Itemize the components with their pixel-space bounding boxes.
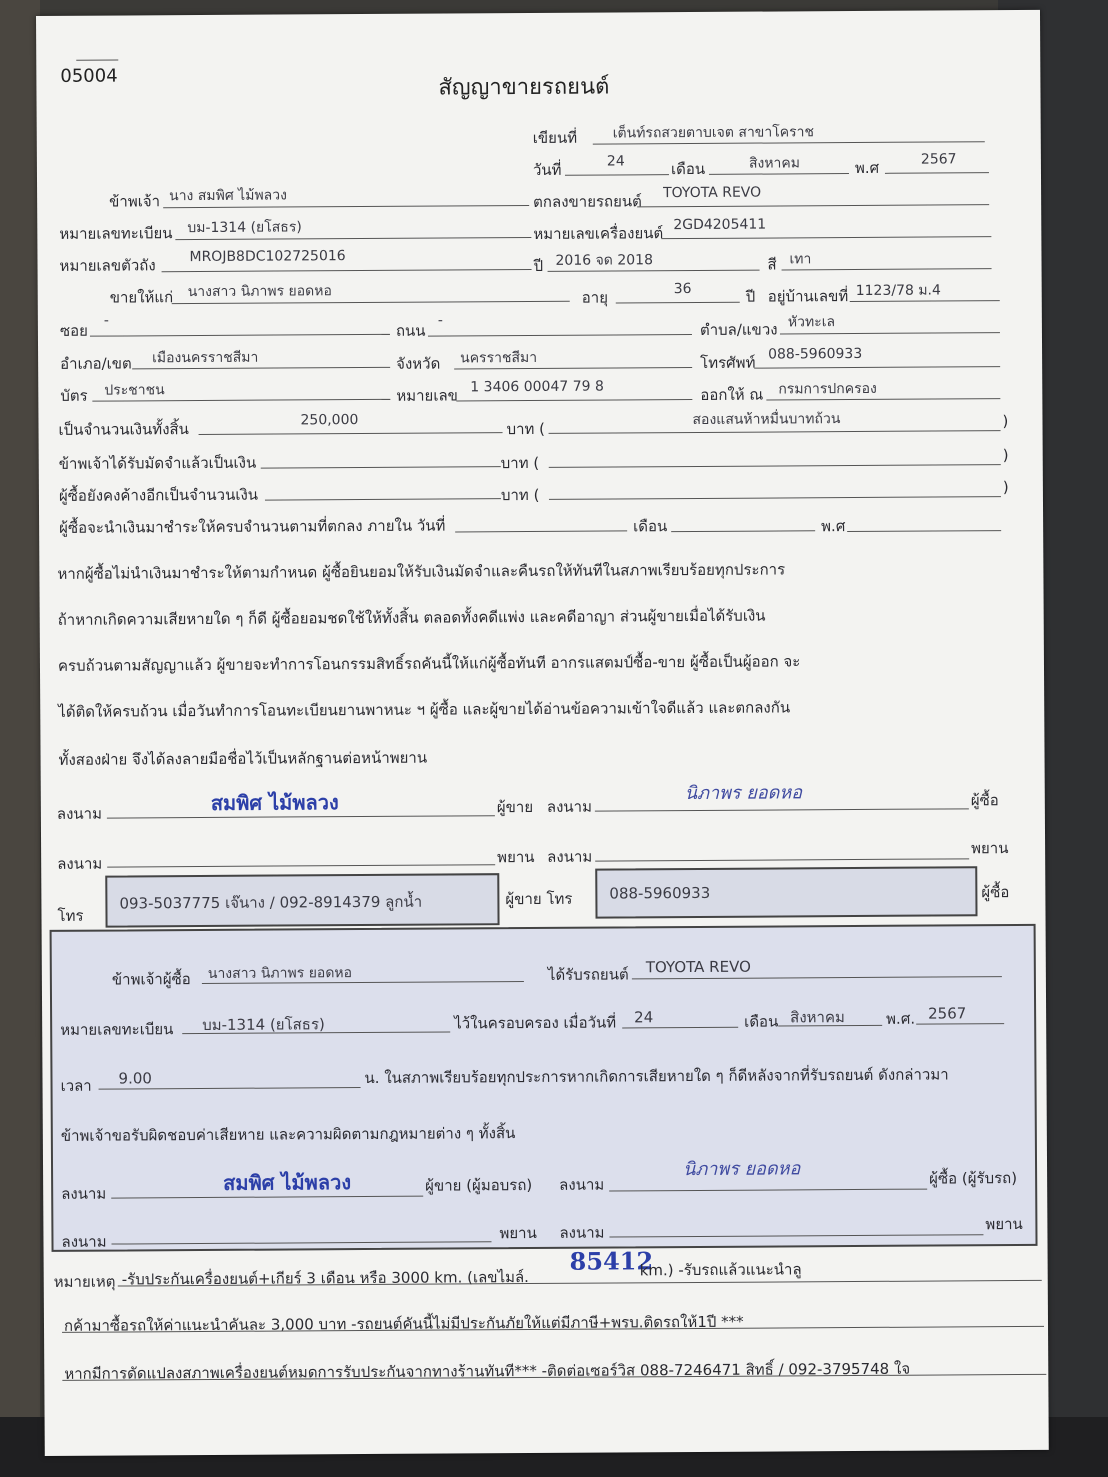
seller-sign-label: ลงนาม <box>56 804 103 823</box>
witness1-role: พยาน <box>497 847 535 867</box>
plate-label: หมายเลขทะเบียน <box>59 224 173 243</box>
date-year-line <box>885 172 989 174</box>
receipt-possess-label: ไว้ในครอบครอง เมื่อวันที่ <box>454 1013 617 1033</box>
receipt-received-label: ได้รับรถยนต์ <box>547 965 629 984</box>
witness1-sign-label: ลงนาม <box>57 854 103 873</box>
soi-line <box>90 334 390 337</box>
document-number: 05004 <box>60 65 118 87</box>
age-value: 36 <box>673 281 692 298</box>
engine-value: 2GD4205411 <box>673 216 767 234</box>
card-value: ประชาชน <box>104 382 165 399</box>
age-unit: ปี <box>745 287 756 306</box>
terms-line-5: ทั้งสองฝ่าย จึงได้ลงลายมือชื่อไว้เป็นหลักฐานต่อหน้าพยาน <box>58 748 428 769</box>
province-value: นครราชสีมา <box>460 349 538 367</box>
total-close: ) <box>1002 412 1009 431</box>
due-label: ผู้ซื้อจะนำเงินมาชำระให้ครบจำนวนตามที่ตกลง ภายใน วันที่ <box>59 516 446 537</box>
receipt-seller-role: ผู้ขาย (ผู้มอบรถ) <box>425 1175 533 1195</box>
receipt-day-line <box>622 1027 738 1029</box>
id-value: 1 3406 00047 79 8 <box>470 378 604 396</box>
written-at-value: เต็นท์รถสวยตาบเจต สาขาโคราช <box>612 124 815 142</box>
remarks-line-1: -รับประกันเครื่องยนต์+เกียร์ 3 เดือน หรือ 3000 km. (เลขไมล์. <box>121 1268 529 1289</box>
witness2-role: พยาน <box>971 839 1009 858</box>
province-line <box>454 367 692 369</box>
total-label: เป็นจำนวนเงินทั้งสิ้น <box>58 420 189 439</box>
sell-to-label: ขายให้แก่ <box>109 288 174 307</box>
car-model: TOYOTA REVO <box>663 184 762 202</box>
receipt-buyer-sign-line <box>609 1189 927 1192</box>
road-value: - <box>437 312 443 329</box>
date-month-line <box>709 173 849 175</box>
buyer-phone-box <box>595 866 977 918</box>
month-label: เดือน <box>670 159 706 179</box>
district-label: อำเภอ/เขต <box>60 354 132 373</box>
witness1-sign-line <box>107 864 495 867</box>
remain-baht: บาท ( <box>500 485 540 505</box>
receipt-car: TOYOTA REVO <box>645 957 751 977</box>
receipt-year-label: พ.ศ. <box>886 1009 916 1028</box>
road-label: ถนน <box>395 321 426 340</box>
receipt-witness2-sign-label: ลงนาม <box>559 1223 605 1242</box>
car-model-line <box>637 204 989 207</box>
color-label: สี <box>767 255 777 274</box>
remain-line <box>265 498 501 500</box>
receipt-year-line <box>916 1023 1004 1025</box>
color-line <box>782 268 992 270</box>
receipt-month: สิงหาคม <box>790 1008 845 1027</box>
total-text-line <box>549 430 1001 434</box>
district-value: เมืองนครราชสีมา <box>152 349 259 367</box>
seller-phone-value: 093-5037775 เจ๊นาง / 092-8914379 ลูกน้ำ <box>119 892 423 913</box>
model-year-value: 2016 จด 2018 <box>555 252 654 269</box>
receipt-time: 9.00 <box>118 1069 152 1088</box>
due-month-label: เดือน <box>633 517 668 536</box>
id-line <box>456 399 692 401</box>
date-day: 24 <box>606 153 625 170</box>
total-text: สองแสนห้าหมื่นบาทถ้วน <box>692 411 841 428</box>
receipt-time-label: เวลา <box>60 1076 92 1095</box>
receipt-time-line <box>99 1087 361 1090</box>
receipt-seller-sign-label: ลงนาม <box>61 1184 107 1203</box>
buyer-sign-line <box>595 808 969 811</box>
year-label: พ.ศ <box>854 158 880 178</box>
subdistrict-label: ตำบล/แขวง <box>699 320 778 339</box>
terms-line-2: ถ้าหากเกิดความเสียหายใด ๆ ก็ดี ผู้ซื้อยอมชดใช้ให้ทั้งสิ้น ตลอดทั้งคดีแพ่ง และคดีอาญา ส่วนผู้ขายเมื่อได้รับเงิน <box>57 606 766 629</box>
engine-label: หมายเลขเครื่องยนต์ <box>533 224 664 243</box>
card-label: บัตร <box>60 386 88 405</box>
buyer-role: ผู้ซื้อ <box>970 791 999 810</box>
date-month: สิงหาคม <box>748 155 801 172</box>
issued-label: ออกให้ ณ <box>700 385 764 404</box>
seller-label: ข้าพเจ้า <box>109 192 161 211</box>
background-left <box>0 0 40 1477</box>
due-day-line <box>455 530 627 532</box>
due-year-line <box>847 530 1001 532</box>
engine-line <box>661 236 991 239</box>
remarks-line-3: หากมีการดัดแปลงสภาพเครื่องยนต์หมดการรับประกันจากทางร้านทันที*** -ติดต่อเซอร์วิส 088-7246471 สิทธิ์ / 092-3795748 ใจ <box>64 1359 911 1383</box>
total-line <box>199 432 503 435</box>
address-label: อยู่บ้านเลขที่ <box>767 287 849 306</box>
receipt-section <box>50 924 1038 1252</box>
issued-value: กรมการปกครอง <box>778 380 877 398</box>
remain-close: ) <box>1002 478 1009 497</box>
plate-value: บม-1314 (ยโสธร) <box>187 219 302 237</box>
receipt-witness1-line <box>112 1241 492 1244</box>
seller-phone-role: ผู้ขาย โทร <box>505 889 573 909</box>
deposit-label: ข้าพเจ้าได้รับมัดจำแล้วเป็นเงิน <box>58 453 257 473</box>
buyer-phone-line <box>754 366 1000 369</box>
remarks-line-1-end: km.) -รับรถแล้วแนะนำลู <box>639 1260 802 1280</box>
receipt-time-text: น. ในสภาพเรียบร้อยทุกประการหากเกิดการเสียหายใด ๆ ก็ดีหลังจากที่รับรถยนต์ ดังกล่าวมา <box>364 1065 949 1088</box>
deposit-line <box>261 466 501 468</box>
chassis-label: หมายเลขตัวถัง <box>59 256 156 275</box>
district-line <box>132 367 390 370</box>
province-label: จังหวัด <box>396 354 441 373</box>
witness2-sign-label: ลงนาม <box>547 847 593 866</box>
receipt-buyer-role: ผู้ซื้อ (ผู้รับรถ) <box>929 1169 1018 1188</box>
address-value: 1123/78 ม.4 <box>855 282 941 299</box>
color-value: เทา <box>789 251 812 268</box>
buyer-phone-role: ผู้ซื้อ <box>981 883 1010 902</box>
seller-name: นาง สมพิศ ไม้พลวง <box>169 187 287 205</box>
chassis-line <box>162 269 532 272</box>
seller-phone-box <box>105 873 499 927</box>
total-value: 250,000 <box>300 412 359 429</box>
remain-text-line <box>549 496 1001 500</box>
receipt-car-line <box>632 976 1002 979</box>
deposit-text-line <box>549 464 1001 468</box>
age-line <box>616 302 740 304</box>
model-year-line <box>548 270 760 272</box>
receipt-buyer-name: นางสาว นิภาพร ยอดหอ <box>207 965 353 982</box>
soi-value: - <box>103 312 109 329</box>
terms-line-1: หากผู้ซื้อไม่นำเงินมาชำระให้ตามกำหนด ผู้ซื้อยินยอมให้รับเงินมัดจำและคืนรถให้ทันทีในสภาพเรียบร้อยทุกประการ <box>57 560 786 583</box>
receipt-plate: บม-1314 (ยโสธร) <box>202 1015 325 1035</box>
deposit-close: ) <box>1002 446 1009 465</box>
address-line <box>850 300 1000 302</box>
agree-label: ตกลงขายรถยนต์ <box>533 192 642 211</box>
phone-label: โทรศัพท์ <box>700 353 756 372</box>
subdistrict-value: หัวทะเล <box>787 314 836 331</box>
age-label: อายุ <box>581 288 609 307</box>
date-label: วันที่ <box>532 160 562 179</box>
receipt-witness1-sign-label: ลงนาม <box>61 1232 107 1251</box>
receipt-witness2-role: พยาน <box>985 1214 1023 1234</box>
remarks-label: หมายเหตุ <box>53 1272 116 1291</box>
buyer-sign-label: ลงนาม <box>546 797 592 816</box>
receipt-day: 24 <box>634 1008 654 1027</box>
subdistrict-line <box>780 332 1000 334</box>
id-label: หมายเลข <box>396 386 458 405</box>
road-line <box>428 334 692 337</box>
remain-label: ผู้ซื้อยังคงค้างอีกเป็นจำนวนเงิน <box>58 485 259 505</box>
receipt-plate-label: หมายเลขทะเบียน <box>60 1020 174 1039</box>
receipt-month-label: เดือน <box>744 1012 779 1031</box>
document-title: สัญญาขายรถยนต์ <box>438 74 610 101</box>
due-year-label: พ.ศ <box>821 517 846 536</box>
receipt-buyer-signature: นิภาพร ยอดหอ <box>682 1158 801 1181</box>
buyer-name: นางสาว นิภาพร ยอดหอ <box>187 283 332 301</box>
terms-line-4: ได้ติดให้ครบถ้วน เมื่อวันทำการโอนทะเบียนยานพาหนะ ฯ ผู้ซื้อ และผู้ขายได้อ่านข้อความเข้าใจดีแล้ว และตกลงกัน <box>58 698 791 721</box>
receipt-buyer-sign-label: ลงนาม <box>559 1175 605 1194</box>
seller-signature: สมพิศ ไม้พลวง <box>210 790 339 815</box>
phone-label-seller: โทร <box>57 906 84 925</box>
remarks-line-2: กค้ามาซื้อรถให้ค่าแนะนำคันละ 3,000 บาท -รถยนต์คันนี้ไม่มีประกันภัยให้แต่มีภาษี+พรบ.ติดรถให้1ปี *** <box>63 1312 744 1335</box>
model-year-label: ปี <box>533 256 544 275</box>
docno-line <box>76 59 118 60</box>
written-at-label: เขียนที่ <box>532 128 578 147</box>
date-day-line <box>565 174 669 176</box>
deposit-baht: บาท ( <box>500 453 540 473</box>
seller-role: ผู้ขาย <box>496 797 534 817</box>
buyer-signature: นิภาพร ยอดหอ <box>684 782 803 805</box>
date-year: 2567 <box>920 151 957 168</box>
buyer-phone-box-value: 088-5960933 <box>609 883 711 903</box>
contract-paper <box>36 10 1049 1456</box>
witness2-sign-line <box>595 858 969 861</box>
receipt-witness2-line <box>609 1234 983 1237</box>
total-baht: บาท ( <box>506 419 546 439</box>
receipt-seller-signature: สมพิศ ไม้พลวง <box>223 1170 352 1195</box>
receipt-buyer-label: ข้าพเจ้าผู้ซื้อ <box>111 970 191 989</box>
soi-label: ซอย <box>59 321 88 340</box>
receipt-witness1-role: พยาน <box>499 1223 537 1243</box>
terms-line-3: ครบถ้วนตามสัญญาแล้ว ผู้ขายจะทำการโอนกรรมสิทธิ์รถคันนี้ให้แก่ผู้ซื้อทันที อากรแสตมป์ซื้อ-ขาย ผู้ซื้อเป็นผู้ออก จะ <box>57 652 801 675</box>
due-month-line <box>671 530 815 532</box>
buyer-phone-value: 088-5960933 <box>768 345 863 363</box>
chassis-value: MROJB8DC102725016 <box>189 248 346 266</box>
issued-line <box>766 398 1000 400</box>
remarks-mileage: 85412 <box>569 1246 654 1276</box>
receipt-year: 2567 <box>928 1004 967 1023</box>
receipt-liability: ข้าพเจ้าขอรับผิดชอบค่าเสียหาย และความผิดตามกฎหมายต่าง ๆ ทั้งสิ้น <box>60 1124 516 1145</box>
